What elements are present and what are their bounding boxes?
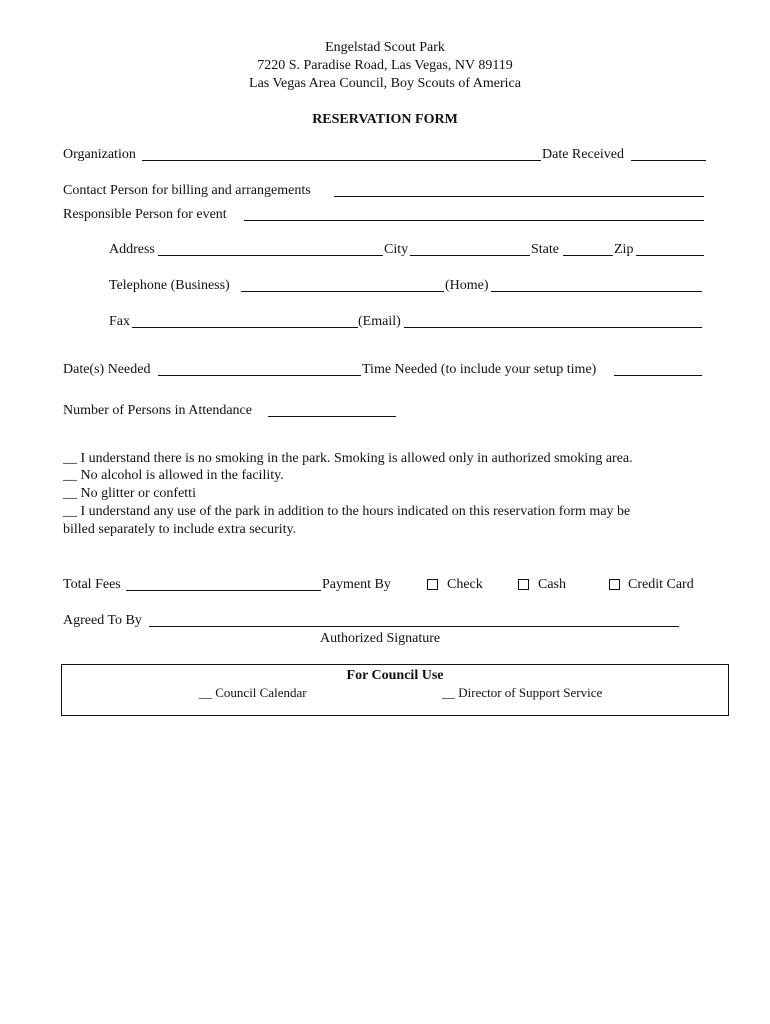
address-label: Address <box>109 242 155 257</box>
fax-field[interactable] <box>132 327 358 328</box>
organization-label: Organization <box>63 147 136 162</box>
park-name: Engelstad Scout Park <box>325 40 445 55</box>
responsible-person-label: Responsible Person for event <box>63 207 227 222</box>
council-name: Las Vegas Area Council, Boy Scouts of America <box>249 76 521 91</box>
organization-field[interactable] <box>142 160 541 161</box>
rule-glitter: __ No glitter or confetti <box>63 486 196 501</box>
city-label: City <box>384 242 409 257</box>
check-label: Check <box>447 577 483 592</box>
authorized-signature-caption: Authorized Signature <box>320 631 441 646</box>
contact-person-label: Contact Person for billing and arrangements <box>63 183 311 198</box>
num-persons-field[interactable] <box>268 416 396 417</box>
agreed-to-by-label: Agreed To By <box>63 613 142 628</box>
responsible-person-field[interactable] <box>244 220 704 221</box>
state-field[interactable] <box>563 255 613 256</box>
home-phone-field[interactable] <box>491 291 702 292</box>
signature-field[interactable] <box>149 626 679 627</box>
rule-alcohol: __ No alcohol is allowed in the facility. <box>63 468 284 483</box>
dates-needed-field[interactable] <box>158 375 361 376</box>
zip-label: Zip <box>614 242 634 257</box>
credit-card-label: Credit Card <box>628 577 694 592</box>
check-checkbox[interactable] <box>427 579 438 590</box>
cash-label: Cash <box>538 577 566 592</box>
address-field[interactable] <box>158 255 383 256</box>
date-received-field[interactable] <box>631 160 706 161</box>
council-calendar-option: __ Council Calendar <box>199 685 307 700</box>
contact-person-field[interactable] <box>334 196 704 197</box>
director-support-option: __ Director of Support Service <box>442 685 603 700</box>
total-fees-field[interactable] <box>126 590 321 591</box>
email-field[interactable] <box>404 327 702 328</box>
park-address: 7220 S. Paradise Road, Las Vegas, NV 89119 <box>257 58 513 73</box>
time-needed-label: Time Needed (to include your setup time) <box>362 362 597 377</box>
form-title: RESERVATION FORM <box>312 112 458 127</box>
num-persons-label: Number of Persons in Attendance <box>63 403 252 418</box>
fax-label: Fax <box>109 314 130 329</box>
credit-card-checkbox[interactable] <box>609 579 620 590</box>
telephone-business-field[interactable] <box>241 291 444 292</box>
date-received-label: Date Received <box>542 147 625 162</box>
city-field[interactable] <box>410 255 530 256</box>
time-needed-field[interactable] <box>614 375 702 376</box>
zip-field[interactable] <box>636 255 704 256</box>
rule-extra-use-continued: billed separately to include extra security. <box>63 522 297 537</box>
council-use-title: For Council Use <box>346 668 444 683</box>
total-fees-label: Total Fees <box>63 577 121 592</box>
payment-by-label: Payment By <box>322 577 391 592</box>
cash-checkbox[interactable] <box>518 579 529 590</box>
home-phone-label: (Home) <box>445 278 489 293</box>
state-label: State <box>531 242 559 257</box>
email-label: (Email) <box>358 314 401 329</box>
rule-smoking: __ I understand there is no smoking in the park. Smoking is allowed only in authorized smoking area. <box>63 451 633 466</box>
telephone-business-label: Telephone (Business) <box>109 278 230 293</box>
dates-needed-label: Date(s) Needed <box>63 362 151 377</box>
council-use-box <box>61 664 729 716</box>
rule-extra-use: __ I understand any use of the park in addition to the hours indicated on this reservation form may be <box>63 504 631 519</box>
